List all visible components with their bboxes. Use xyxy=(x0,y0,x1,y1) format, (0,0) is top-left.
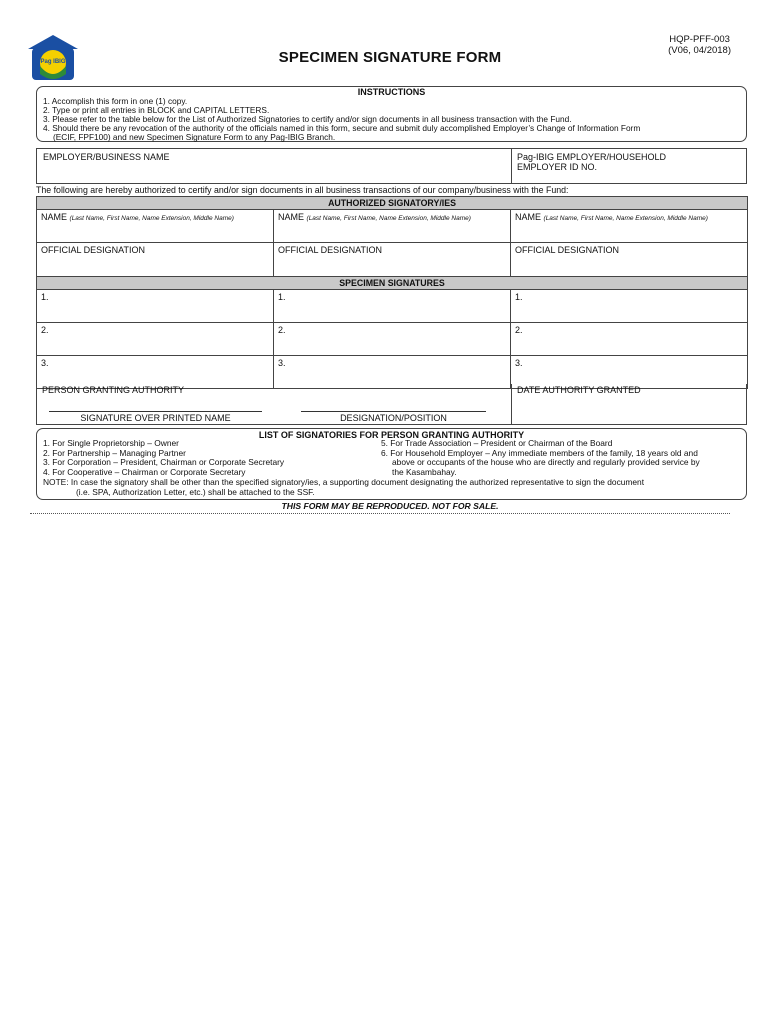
divider xyxy=(511,149,512,183)
instruction-item: 2. Type or print all entries in BLOCK and CAPITAL LETTERS. xyxy=(43,105,270,116)
signature-field-3-2[interactable]: 2. xyxy=(511,323,748,356)
instructions-heading: INSTRUCTIONS xyxy=(357,87,426,97)
form-number: HQP-PFF-003 xyxy=(669,34,730,45)
page-title: SPECIMEN SIGNATURE FORM xyxy=(278,49,502,66)
designation-line[interactable] xyxy=(301,411,486,412)
divider xyxy=(511,384,512,424)
signature-field-2-3[interactable]: 3. xyxy=(274,356,511,389)
signatories-note xyxy=(43,478,644,497)
name-hint: (Last Name, First Name, Name Extension, Middle Name) xyxy=(306,215,471,222)
signatories-right-list xyxy=(381,439,745,477)
instruction-item: 3. Please refer to the table below for the List of Authorized Signatories to certify and/or sign documents in all business transaction with the Fund. xyxy=(43,114,572,125)
signature-field-1-3[interactable]: 3. xyxy=(37,356,274,389)
signature-line[interactable] xyxy=(49,411,262,412)
employer-id-label: Pag-IBIG EMPLOYER/HOUSEHOLD xyxy=(517,152,667,162)
instructions-list xyxy=(43,97,640,142)
signature-field-1-1[interactable]: 1. xyxy=(37,290,274,323)
name-field-3[interactable] xyxy=(511,210,748,243)
list-item: 4. For Cooperative – Chairman or Corporate Secretary xyxy=(43,466,246,477)
signature-field-2-2[interactable]: 2. xyxy=(274,323,511,356)
signatories-box xyxy=(36,428,747,500)
date-granted-field[interactable]: DATE AUTHORITY GRANTED xyxy=(517,385,641,395)
form-version: (V06, 04/2018) xyxy=(668,45,731,56)
instruction-item: (ECIF, FPF100) and new Specimen Signature Form to any Pag-IBIG Branch. xyxy=(53,132,336,143)
authorization-statement: The following are hereby authorized to certify and/or sign documents in all business transactions of our company/business with the Fund: xyxy=(36,185,569,195)
name-label: NAME xyxy=(278,212,305,222)
signatories-heading: LIST OF SIGNATORIES FOR PERSON GRANTING AUTHORITY xyxy=(258,430,525,440)
designation-field-2[interactable]: OFFICIAL DESIGNATION xyxy=(274,243,511,277)
dotted-divider xyxy=(30,513,730,514)
designation-field-1[interactable]: OFFICIAL DESIGNATION xyxy=(37,243,274,277)
grant-box xyxy=(36,384,747,425)
signature-field-1-2[interactable]: 2. xyxy=(37,323,274,356)
authorized-heading: AUTHORIZED SIGNATORY/IES xyxy=(37,197,748,210)
list-item: 3. For Corporation – President, Chairman or Corporate Secretary xyxy=(43,457,285,467)
name-label: NAME xyxy=(41,212,68,222)
list-item-cont: above or occupants of the house who are directly and regularly provided service by xyxy=(392,457,700,467)
list-item: 5. For Trade Association – President or Chairman of the Board xyxy=(381,438,613,448)
signature-field-3-1[interactable]: 1. xyxy=(511,290,748,323)
list-item: 2. For Partnership – Managing Partner xyxy=(43,447,186,458)
designation-caption: DESIGNATION/POSITION xyxy=(340,413,447,423)
employer-id-field[interactable] xyxy=(517,152,666,172)
name-field-2[interactable] xyxy=(274,210,511,243)
instructions-box xyxy=(36,86,747,142)
signature-field-3-3[interactable]: 3. xyxy=(511,356,748,389)
list-item: 1. For Single Proprietorship – Owner xyxy=(43,438,179,448)
name-field-1[interactable] xyxy=(37,210,274,243)
note-line-cont: (i.e. SPA, Authorization Letter, etc.) shall be attached to the SSF. xyxy=(76,486,315,497)
name-label: NAME xyxy=(515,212,542,222)
signatory-table xyxy=(36,196,748,389)
logo-text: Pag IBIG xyxy=(40,59,66,65)
signatories-left-list xyxy=(43,439,284,477)
employer-name-field[interactable]: EMPLOYER/BUSINESS NAME xyxy=(43,152,170,162)
signature-caption: SIGNATURE OVER PRINTED NAME xyxy=(80,413,231,423)
instruction-item: 1. Accomplish this form in one (1) copy. xyxy=(43,96,188,106)
reproduction-notice: THIS FORM MAY BE REPRODUCED. NOT FOR SALE. xyxy=(281,501,499,511)
list-item: 6. For Household Employer – Any immediate members of the family, 18 years old and xyxy=(381,447,698,458)
employer-box xyxy=(36,148,747,184)
instruction-item: 4. Should there be any revocation of the authority of the officials named in this form, secure and submit duly accomplished Employer’s Change of Information Form xyxy=(43,123,641,134)
list-item-cont: the Kasambahay. xyxy=(392,466,457,477)
person-granting-label: PERSON GRANTING AUTHORITY xyxy=(42,385,185,395)
note-line: NOTE: In case the signatory shall be other than the specified signatory/ies, a supporting document designating the authorized representative to sign the document xyxy=(43,477,645,487)
signature-field-2-1[interactable]: 1. xyxy=(274,290,511,323)
specimen-heading: SPECIMEN SIGNATURES xyxy=(37,277,748,290)
name-hint: (Last Name, First Name, Name Extension, Middle Name) xyxy=(543,215,708,222)
designation-field-3[interactable]: OFFICIAL DESIGNATION xyxy=(511,243,748,277)
employer-id-label-2: EMPLOYER ID NO. xyxy=(517,162,598,172)
name-hint: (Last Name, First Name, Name Extension, Middle Name) xyxy=(69,215,234,222)
